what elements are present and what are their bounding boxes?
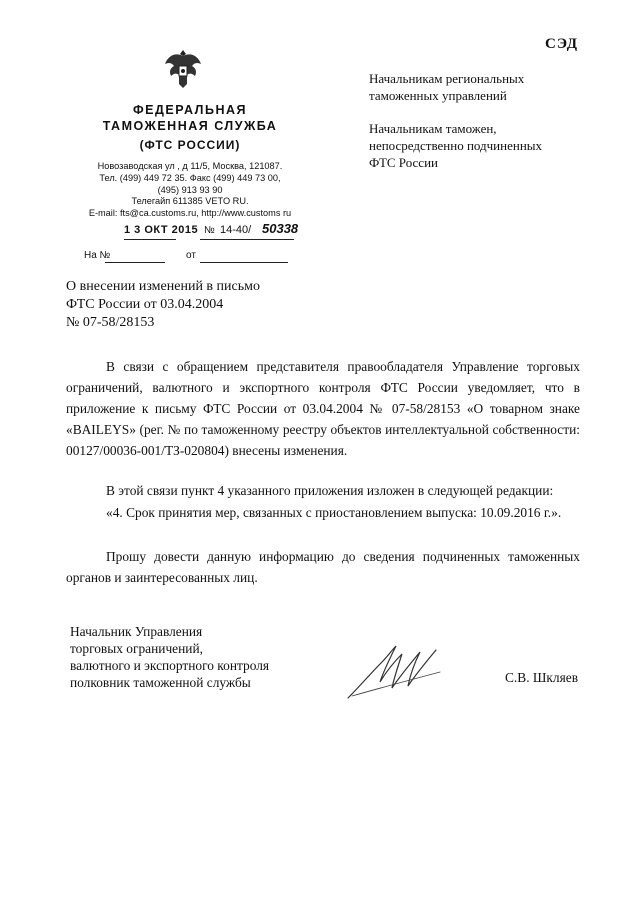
org-name-line2: ТАМОЖЕННАЯ СЛУЖБА [102,119,278,133]
addressee-line: таможенных управлений [369,88,507,103]
body-paragraph-2: В этой связи пункт 4 указанного приложения изложен в следующей редакции: [106,483,554,498]
signatory-name: С.В. Шкляев [505,670,579,685]
signatory-title-line: торговых ограничений, [70,641,203,656]
reference-date-line [200,262,288,263]
addressee-line: Начальникам региональных [369,71,525,86]
signatory-title [70,623,269,691]
number-underline [200,239,294,240]
sed-mark: СЭД [545,36,579,52]
contact-phone: Тел. (499) 449 72 35. Факс (499) 449 73 00, [99,173,281,183]
addressee-block-2 [369,120,542,171]
signatory-title-line: полковник таможенной службы [70,675,251,690]
addressee-block-1 [369,70,524,104]
addressee-line: Начальникам таможен, [369,121,497,136]
body-paragraph-4: Прошу довести данную информацию до сведения подчиненных таможенных органов и заинтересованных лиц. [66,549,580,585]
handwritten-signature-icon [340,636,450,706]
org-name-line1: ФЕДЕРАЛЬНАЯ [133,103,247,117]
body-paragraph-1: В связи с обращением представителя правообладателя Управление торговых ограничений, валютного и экспортного контроля ФТС России уведомляет, что в приложение к письму ФТС России от 03.04.2004 № 07-58/28153 «О товарном знаке «BAILEYS» (рег. № по таможенному реестру объектов интеллектуальной собственности: 00127/00036-001/ТЗ-020804) внесены изменения. [66,359,580,458]
subject-line: ФТС России от 03.04.2004 [66,297,224,312]
contact-teletype: Телегайп 611385 VETO RU. [131,196,249,206]
letter-subject [66,278,260,332]
subject-line: О внесении изменений в письмо [66,279,260,294]
signatory-title-line: Начальник Управления [70,624,203,639]
contact-email: E-mail: fts@ca.customs.ru, http://www.customs ru [88,208,292,218]
registration-number-handwritten: 50338 [262,221,299,236]
subject-line: № 07-58/28153 [66,315,155,330]
reference-number-label: На № [84,250,111,261]
coat-of-arms-emblem-icon [160,46,206,92]
registration-line [82,221,299,240]
contact-phone2: (495) 913 93 90 [157,185,223,195]
addressee-line: ФТС России [369,155,438,170]
contact-address: Новозаводская ул , д 11/5, Москва, 121087. [97,161,283,171]
reference-date-label: от [186,250,196,261]
registration-number-label: № [204,225,215,236]
body-paragraph-3: «4. Срок принятия мер, связанных с приостановлением выпуска: 10.09.2016 г.». [106,505,562,520]
signatory-title-line: валютного и экспортного контроля [70,658,270,673]
reference-number-line [105,262,165,263]
org-abbrev: (ФТС РОССИИ) [139,138,241,152]
addressee-line: непосредственно подчиненных [369,138,543,153]
date-underline [124,239,176,240]
registration-number: 14-40/ [220,224,252,236]
registration-date: 1 3 ОКТ 2015 [124,224,199,236]
